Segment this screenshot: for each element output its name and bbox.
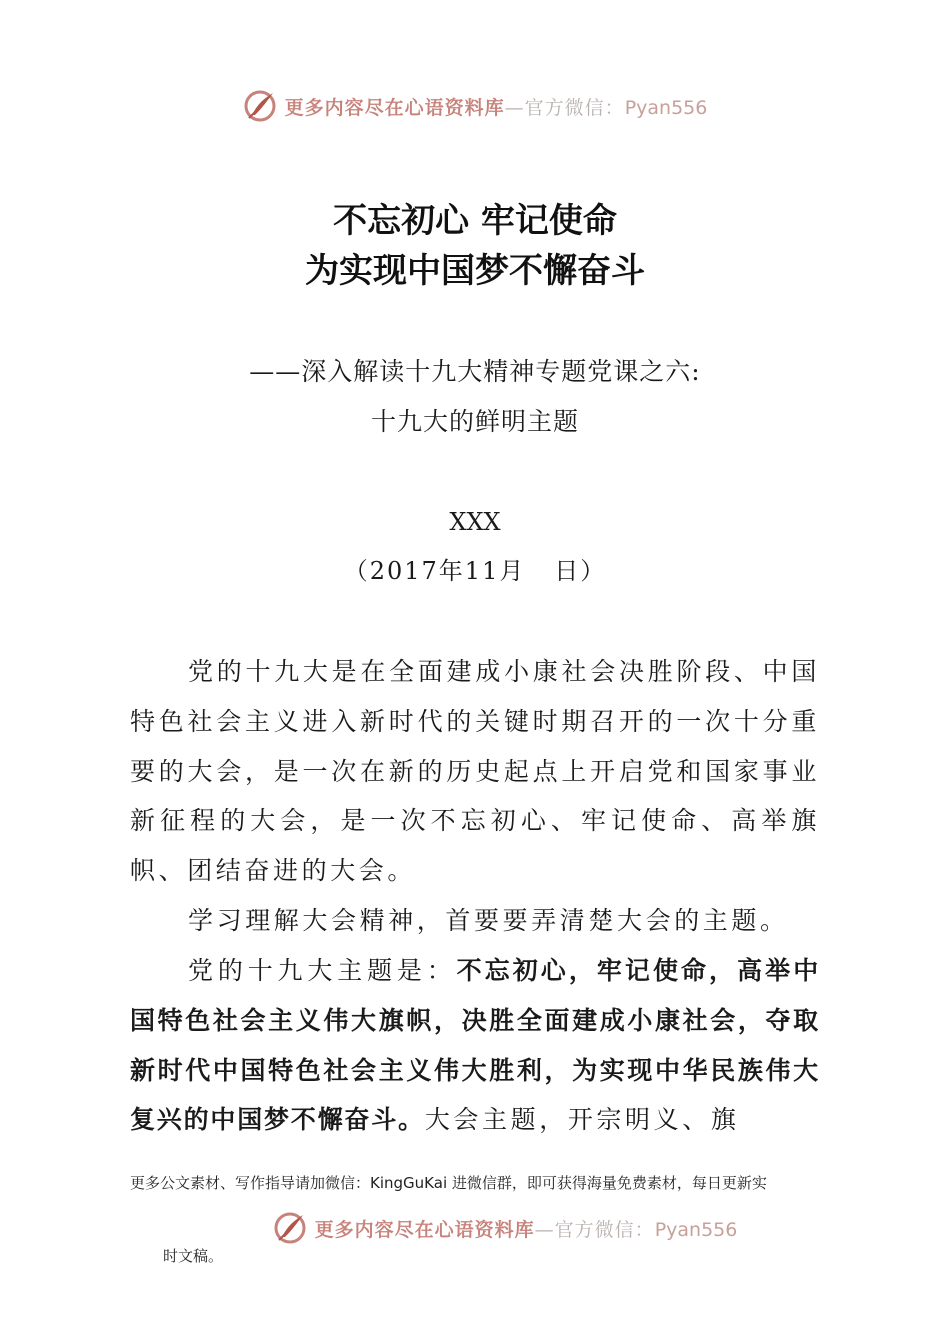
paragraph-3-tail: 大会主题，开宗明义、旗	[424, 1105, 740, 1135]
document-subtitle-line-2: 十九大的鲜明主题	[370, 407, 579, 436]
document-title-line-1: 不忘初心 牢记使命	[333, 201, 617, 241]
watermark-official-label: 官方微信：	[554, 1218, 655, 1241]
watermark-wechat-id: Pyan556	[624, 96, 708, 119]
footer-promo-line-1	[130, 1171, 830, 1195]
watermark-main-text: 更多内容尽在心语资料库	[284, 96, 505, 119]
footer-promo-line-2: 时文稿。	[163, 1247, 224, 1265]
paragraph-3-lead: 党的十九大主题是：	[188, 956, 457, 985]
watermark-dash: —	[534, 1218, 555, 1241]
watermark-main-text: 更多内容尽在心语资料库	[314, 1218, 535, 1241]
paragraph-3	[130, 946, 820, 1145]
paragraph-2: 学习理解大会精神，首要要弄清楚大会的主题。	[188, 906, 789, 935]
watermark-official-label: 官方微信：	[524, 96, 625, 119]
watermark-dash: —	[504, 96, 525, 119]
watermark-text	[285, 93, 708, 120]
watermark-text	[315, 1215, 738, 1242]
document-subtitle-line-1: ——深入解读十九大精神专题党课之六:	[249, 357, 701, 386]
document-date: （2017年11月 日）	[343, 557, 607, 585]
feather-pen-logo-icon	[273, 1211, 307, 1245]
footer-wechat-id: KingGuKai	[370, 1174, 448, 1192]
paragraph-3-theme-bold: 不忘初心，牢记使命，高举中国特色社会主义伟大旗帜，决胜全面建成小康社会，夺取新时代中国特色社会主义伟大胜利，为实现中华民族伟大复兴的中国梦不懈奋斗。	[130, 956, 820, 1135]
header-watermark	[0, 84, 950, 128]
author-name: XXX	[449, 508, 501, 536]
footer-promo-part-1: 更多公文素材、写作指导请加微信：	[130, 1174, 371, 1192]
footer-promo-part-2: 进微信群，即可获得海量免费素材，每日更新实	[447, 1174, 767, 1192]
document-title-line-2: 为实现中国梦不懈奋斗	[305, 251, 645, 291]
feather-pen-logo-icon	[243, 89, 277, 123]
paragraph-1: 党的十九大是在全面建成小康社会决胜阶段、中国特色社会主义进入新时代的关键时期召开的一次十分重要的大会，是一次在新的历史起点上开启党和国家事业新征程的大会，是一次不忘初心、牢记使命、高举旗帜、团结奋进的大会。	[130, 657, 820, 886]
watermark-wechat-id: Pyan556	[654, 1218, 738, 1241]
